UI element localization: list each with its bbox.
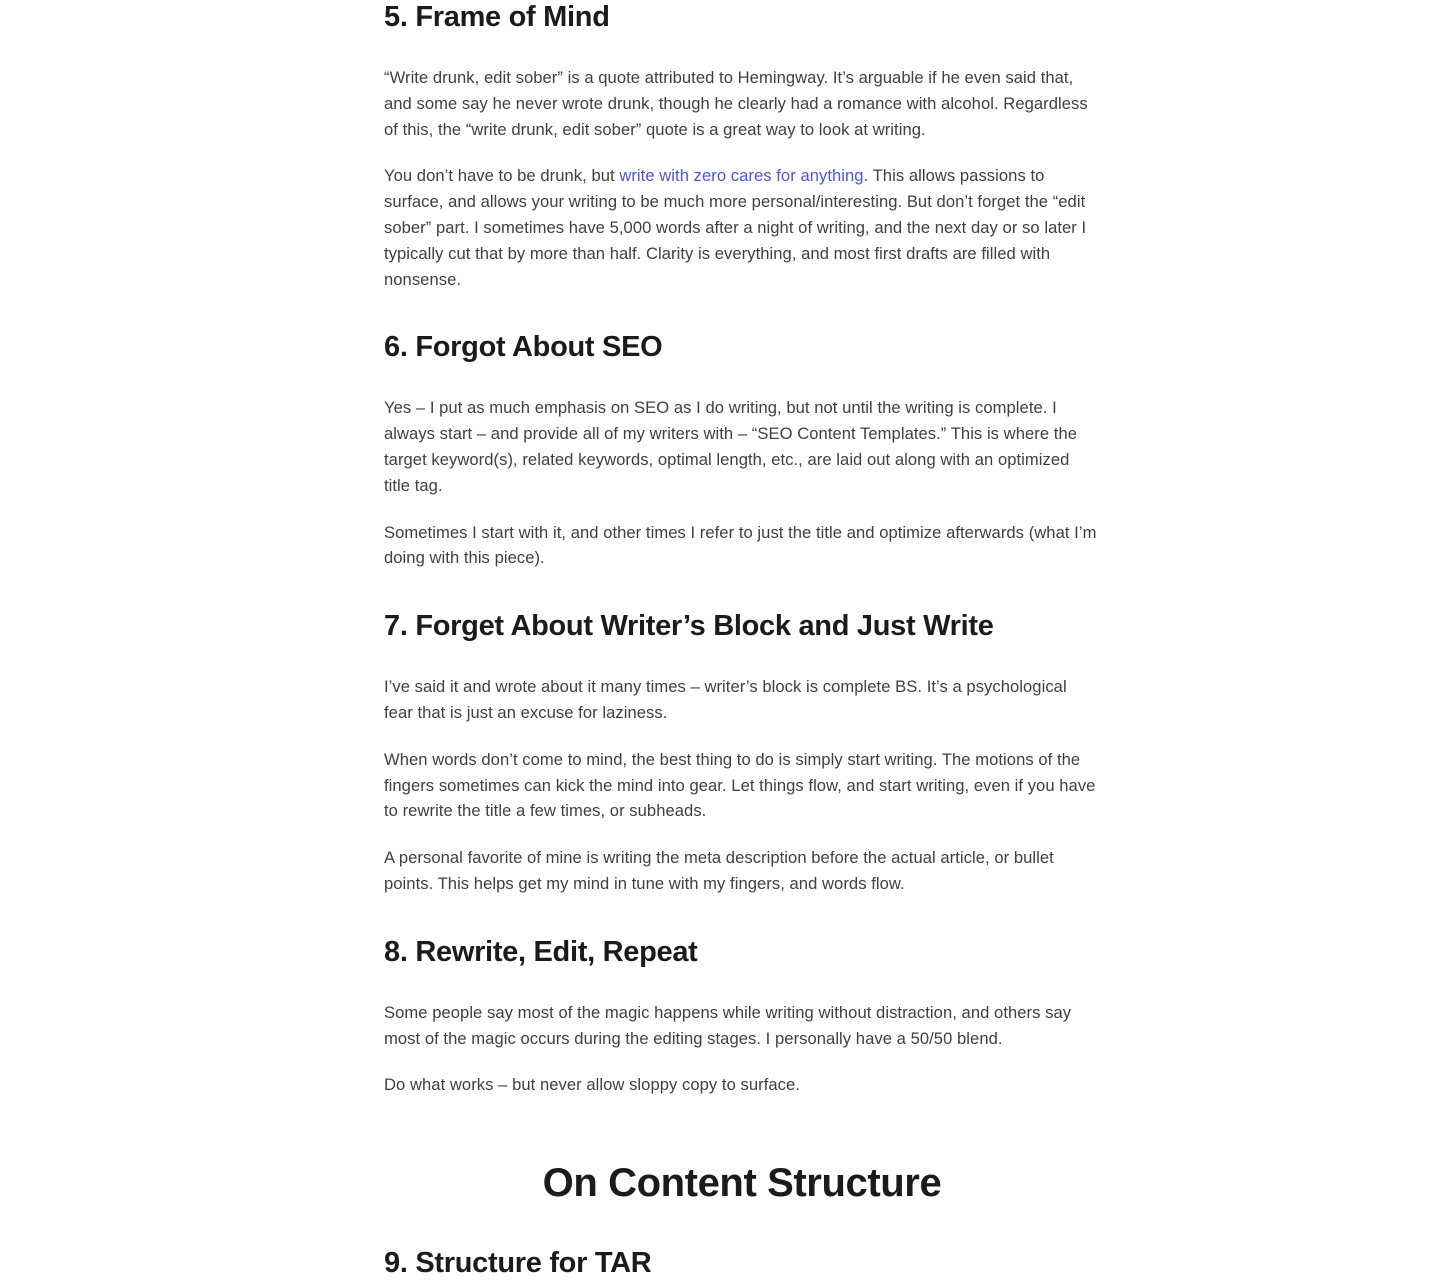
paragraph xyxy=(384,1072,1100,1098)
paragraph xyxy=(384,520,1100,572)
paragraph xyxy=(384,163,1100,292)
inline-link-write-with-zero-cares[interactable]: write with zero cares for anything xyxy=(619,166,864,186)
major-heading-on-content-structure: On Content Structure xyxy=(542,1161,942,1206)
paragraph xyxy=(384,65,1100,142)
paragraph xyxy=(384,747,1100,824)
article-body xyxy=(384,0,1100,1280)
paragraph-text: “Write drunk, edit sober” is a quote attributed to Hemingway. It’s arguable if he even said that, and some say he never wrote drunk, though he clearly had a romance with alcohol. Regardless of this, the “write drunk, edit sober” quote is a great way to look at writing. xyxy=(384,68,1088,139)
paragraph-text-lead: You don’t have to be drunk, but xyxy=(384,166,620,186)
paragraph xyxy=(384,395,1100,498)
section-heading-rewrite-edit-repeat: 8. Rewrite, Edit, Repeat xyxy=(384,935,698,968)
paragraph-text: Yes – I put as much emphasis on SEO as I do writing, but not until the writing is complete. I always start – and provide all of my writers with – “SEO Content Templates.” This is where the target keyword(s), related keywords, optimal length, etc., are laid out along with an optimized title tag. xyxy=(384,398,1078,495)
paragraph-text: I’ve said it and wrote about it many times – writer’s block is complete BS. It’s a psychological fear that is just an excuse for laziness. xyxy=(384,677,1067,722)
section-heading-forgot-about-seo: 6. Forgot About SEO xyxy=(384,331,663,364)
section-heading-forget-about-writers-block: 7. Forget About Writer’s Block and Just Write xyxy=(384,610,994,643)
paragraph-text: A personal favorite of mine is writing the meta description before the actual article, or bullet points. This helps get my mind in tune with my fingers, and words flow. xyxy=(384,848,1054,893)
paragraph-text: Do what works – but never allow sloppy copy to surface. xyxy=(384,1075,800,1095)
paragraph-text: Some people say most of the magic happens while writing without distraction, and others say most of the magic occurs during the editing stages. I personally have a 50/50 blend. xyxy=(384,1002,1072,1048)
paragraph xyxy=(384,674,1100,726)
paragraph-text: Sometimes I start with it, and other times I refer to just the title and optimize afterwards (what I’m doing with this piece). xyxy=(384,522,1097,568)
section-heading-structure-for-tar: 9. Structure for TAR xyxy=(384,1247,652,1280)
paragraph-text-tail: . This allows passions to surface, and allows your writing to be much more personal/interesting. But don’t forget the “edit sober” part. I sometimes have 5,000 words after a night of writing, and the next day or so later I typically cut that by more than half. Clarity is everything, and most first drafts are filled with nonsense. xyxy=(384,166,1087,289)
section-heading-frame-of-mind: 5. Frame of Mind xyxy=(384,1,610,33)
paragraph xyxy=(384,1000,1100,1052)
paragraph-text: When words don’t come to mind, the best thing to do is simply start writing. The motions of the fingers sometimes can kick the mind into gear. Let things flow, and start writing, even if you have to rewrite the title a few times, or subheads. xyxy=(384,749,1096,821)
paragraph xyxy=(384,845,1100,897)
